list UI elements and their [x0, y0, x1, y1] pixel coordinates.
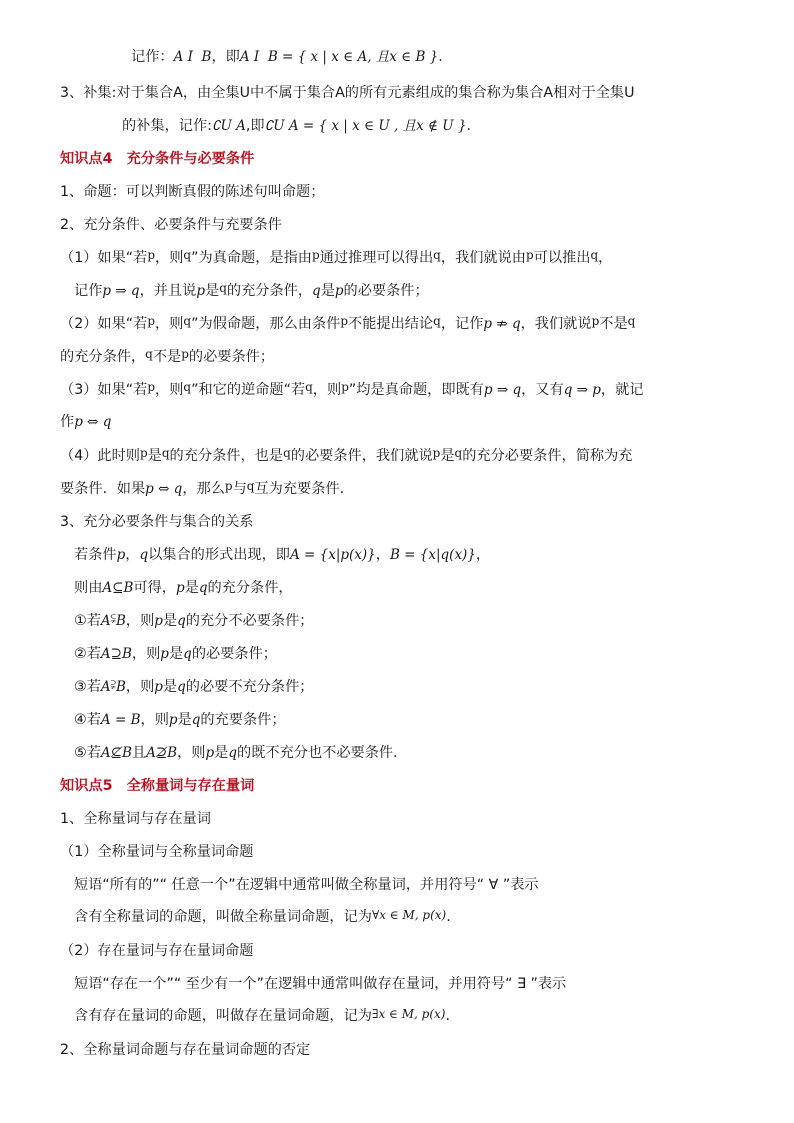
text: 的必要条件，我们就说 [290, 448, 433, 464]
text: 是 [205, 283, 220, 299]
case-1 [74, 610, 313, 632]
text: 要条件．如果 [60, 481, 146, 497]
case-4 [74, 709, 286, 731]
math-p: p [154, 613, 163, 629]
text: ，我们就说 [520, 316, 592, 332]
text: ③若 [74, 679, 101, 695]
set-condition-line [74, 544, 490, 566]
text: 的充分条件， [60, 349, 146, 365]
text: 是 [147, 448, 162, 464]
math-p: p [340, 314, 349, 328]
kp4-paragraph-1-cont [74, 280, 429, 302]
text: 是 [162, 679, 178, 695]
text: ⑤若 [74, 745, 101, 761]
math-equal: A = B [100, 712, 141, 728]
kp4-item-3: 3、充分必要条件与集合的关系 [60, 514, 254, 530]
math-p: p [181, 347, 189, 361]
math-p: p [334, 283, 344, 299]
text: 与 [232, 481, 247, 497]
math-p: p [591, 314, 600, 328]
math-p: p [160, 646, 169, 662]
math-not-superset: A⊉B [146, 745, 178, 761]
kp5-universal-proposition [74, 906, 451, 928]
kp5-subheading-1: （1）全称量词与全称量词命题 [60, 844, 254, 860]
text: 是 [177, 712, 192, 728]
math-q: q [246, 479, 255, 493]
text: ，则 [131, 646, 161, 662]
text: ，记作 [440, 316, 484, 332]
math-q: q [312, 283, 321, 299]
text: ”为真命题，是指由 [191, 250, 312, 266]
text: 是 [162, 613, 178, 629]
text: 的既不充分也不必要条件． [237, 745, 408, 761]
case-5 [74, 742, 407, 764]
kp5-existential-proposition [74, 1005, 450, 1027]
text: ， [475, 547, 491, 563]
case-2 [74, 643, 277, 665]
math-proper-superset: ⫌ [110, 677, 116, 691]
math-forall-formula: ∀x ∈ M, p(x) [371, 908, 447, 922]
text: 互为充要条件. [254, 481, 345, 497]
math-q: q [219, 281, 227, 295]
notation-label: 记作： [131, 49, 174, 65]
text: ，我们就说由 [440, 250, 526, 266]
text: ④若 [74, 712, 101, 728]
math-p: p [175, 580, 185, 596]
math-p: p [432, 446, 441, 460]
text: 通过推理可以得出 [319, 250, 434, 266]
kp4-item-1: 1、命题：可以判断真假的陈述句叫命题； [60, 184, 325, 200]
text: ，那么 [182, 481, 225, 497]
math-set-b: B = {x|q(x)} [389, 547, 476, 563]
math-p: p [147, 248, 156, 262]
text: 的必要条件； [343, 283, 429, 299]
complement-notation-line [122, 115, 471, 137]
math-q: q [198, 580, 208, 596]
text: ，则 [125, 613, 155, 629]
text: （4）此时则 [60, 448, 140, 464]
text: ”均是真命题，即既有 [348, 382, 484, 398]
text: 是 [320, 283, 335, 299]
math-p: p [139, 446, 148, 460]
kp4-paragraph-4 [60, 445, 632, 467]
text: 的充分条件， [207, 580, 293, 596]
text: ，则 [155, 316, 184, 332]
kp5-item-1: 1、全称量词与存在量词 [60, 811, 211, 827]
complement-symbol: ∁U A [211, 118, 246, 134]
math-q: q [228, 745, 237, 761]
math-q: q [183, 314, 192, 328]
math-q: q [433, 248, 441, 262]
complement-definition: 对于集合A，由全集U中不属于集合A的所有元素组成的集合称为集合A相对于全集U [116, 85, 635, 101]
math-p: p [525, 248, 534, 262]
period: . [438, 49, 443, 65]
text: ， [598, 250, 613, 266]
text: ，就记 [600, 382, 644, 398]
text: 是 [168, 646, 184, 662]
math-set-a: A [100, 613, 111, 629]
text: ②若 [74, 646, 101, 662]
math-subset: A⊆B [102, 580, 134, 596]
math-p: p [154, 679, 163, 695]
math-set-a: A = {x|p(x)} [289, 547, 376, 563]
text: 若条件 [74, 547, 117, 563]
kp4-paragraph-3-cont [60, 411, 111, 433]
math-p: p [311, 248, 320, 262]
text: 的充分条件， [226, 283, 313, 299]
connector-text: ,即 [245, 118, 265, 134]
math-p: p [147, 314, 156, 328]
math-q: q [305, 380, 313, 394]
period: . [446, 909, 451, 925]
complement-formula: ∁U A = { x | x ∈ U , 且x ∉ U } [264, 118, 467, 134]
text: ，则 [125, 679, 155, 695]
text: 的充分不必要条件； [185, 613, 314, 629]
text: ，则 [312, 382, 342, 398]
section-heading-kp5: 知识点5 全称量词与存在量词 [60, 778, 255, 794]
math-q: q [177, 679, 186, 695]
text: ，则 [155, 382, 184, 398]
text: ， [125, 547, 140, 563]
kp4-item-2: 2、充分条件、必要条件与充要条件 [60, 217, 282, 233]
text: ①若 [74, 613, 101, 629]
text: ，则 [177, 745, 206, 761]
text: 记作 [74, 283, 103, 299]
math-q: q [191, 712, 201, 728]
text: 是 [214, 745, 229, 761]
math-q: q [283, 446, 291, 460]
math-equivalence: p ⇔ q [74, 414, 112, 430]
math-q: q [183, 380, 192, 394]
text: ”和它的逆命题“若 [191, 382, 306, 398]
text: （3）如果“若 [60, 382, 148, 398]
text: （1）如果“若 [60, 250, 148, 266]
math-q: q [590, 248, 599, 262]
intersection-formula: A I B = { x | x ∈ A, 且x ∈ B } [239, 49, 439, 65]
text: 作 [60, 414, 75, 430]
complement-definition-line [60, 82, 634, 104]
section-heading-kp4: 知识点4 充分条件与必要条件 [60, 151, 255, 167]
math-not-subset: A⊈B [100, 745, 132, 761]
kp4-paragraph-1 [60, 247, 612, 269]
intersection-expr: A I B [173, 49, 212, 65]
case-3 [74, 676, 313, 698]
period: . [445, 1008, 450, 1024]
kp4-paragraph-3 [60, 379, 643, 401]
text: 不是 [599, 316, 628, 332]
text: ，则 [140, 712, 169, 728]
math-p: p [116, 547, 126, 563]
text: 含有存在量词的命题，叫做存在量词命题，记为 [74, 1008, 372, 1024]
text: （2）如果“若 [60, 316, 148, 332]
text: 不能提出结论 [348, 316, 434, 332]
math-q: q [145, 347, 153, 361]
text: 的必要条件； [191, 646, 277, 662]
text: 的充分必要条件，简称为充 [462, 448, 633, 464]
text: 可以推出 [533, 250, 591, 266]
text: 则由 [74, 580, 103, 596]
kp4-paragraph-4-cont [60, 478, 344, 500]
text: 的必要不充分条件； [185, 679, 314, 695]
kp4-paragraph-2 [60, 313, 635, 335]
text: 且 [131, 745, 147, 761]
math-p: p [205, 745, 215, 761]
math-p: p [147, 380, 156, 394]
math-set-a: A [100, 679, 111, 695]
math-q: q [183, 248, 192, 262]
math-p: p [224, 479, 233, 493]
math-p: p [168, 712, 178, 728]
intersection-notation-line [131, 46, 443, 68]
math-q: q [627, 314, 636, 328]
math-set-b: B [115, 679, 126, 695]
text: 不是 [152, 349, 182, 365]
text: 的必要条件； [188, 349, 275, 365]
connector-text: ，即 [211, 49, 240, 65]
math-proper-subset: ⫋ [110, 611, 116, 625]
math-p: p [196, 283, 205, 299]
kp5-subheading-2: （2）存在量词与存在量词命题 [60, 943, 254, 959]
math-q: q [161, 446, 170, 460]
complement-notation-text: 的补集，记作: [122, 118, 212, 134]
math-q: q [139, 547, 149, 563]
text: 是 [184, 580, 199, 596]
text: 可得， [133, 580, 176, 596]
kp5-item-2: 2、全称量词命题与存在量词命题的否定 [60, 1042, 311, 1058]
text: ，并且说 [139, 283, 197, 299]
math-non-implication: p ⇏ q [483, 316, 521, 332]
math-q: q [183, 646, 192, 662]
text: 的充分条件，也是 [169, 448, 284, 464]
text: ，则 [155, 250, 184, 266]
period: . [466, 118, 472, 134]
kp4-paragraph-2-cont [60, 346, 274, 368]
math-set-b: B [115, 613, 126, 629]
math-implication: p ⇒ q [102, 283, 140, 299]
text: 含有全称量词的命题，叫做全称量词命题，记为 [74, 909, 372, 925]
complement-prefix: 3、补集: [60, 85, 117, 101]
math-q: q [454, 446, 463, 460]
math-superset: A⊇B [100, 646, 132, 662]
math-q: q [433, 314, 441, 328]
math-implication: p ⇒ q [483, 382, 522, 398]
kp5-existential-quantifier: 短语“存在一个”“ 至少有一个”在逻辑中通常叫做存在量词，并用符号“ ∃ ”表示 [74, 976, 567, 992]
text: ”为假命题，那么由条件 [191, 316, 341, 332]
math-implication: q ⇒ p [563, 382, 601, 398]
text: ，又有 [521, 382, 564, 398]
math-q: q [177, 613, 186, 629]
math-exists-formula: ∃x ∈ M, p(x) [371, 1007, 446, 1021]
set-subset-line [74, 577, 293, 599]
text: ， [375, 547, 390, 563]
math-equivalence: p ⇔ q [145, 481, 183, 497]
text: 以集合的形式出现，即 [148, 547, 290, 563]
kp5-universal-quantifier: 短语“所有的”“ 任意一个”在逻辑中通常叫做全称量词，并用符号“ ∀ ”表示 [74, 877, 539, 893]
text: 是 [440, 448, 455, 464]
text: 的充要条件； [200, 712, 286, 728]
math-p: p [341, 380, 349, 394]
